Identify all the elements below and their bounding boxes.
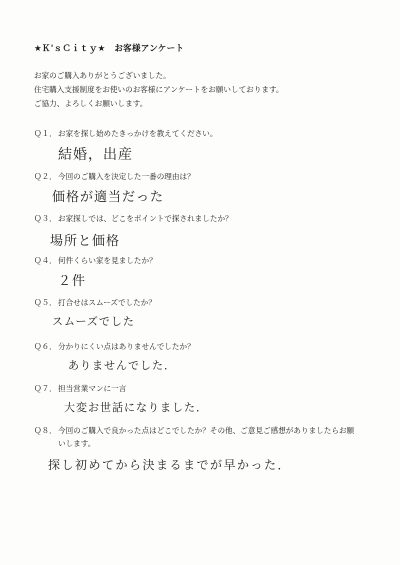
question-5-number: Ｑ５． <box>34 298 57 307</box>
question-3 <box>34 213 233 224</box>
question-1 <box>34 128 217 139</box>
question-8-text: 今回のご購入で良かった点はどこでしたか？その他、ご意見ご感想がありましたらお願 <box>58 426 355 435</box>
question-6 <box>34 341 195 352</box>
answer-4: ２件 <box>58 274 87 289</box>
question-6-text: 分かりにくい点はありませんでしたか？ <box>58 342 195 351</box>
question-7-text: 担当営業マンに一言 <box>58 384 127 393</box>
answer-8: 探し初めてから決まるまでが早かった． <box>48 458 292 472</box>
answer-1: 結婚，出産 <box>58 147 133 163</box>
question-3-number: Ｑ３． <box>34 214 57 223</box>
survey-title: ★Ｋ'ｓＣｉｔｙ★ お客様アンケート <box>34 44 185 54</box>
question-4-text: 何件くらい家を見ましたか？ <box>58 256 157 265</box>
question-3-text: お家探しでは、どこをポイントで探されましたか？ <box>58 214 233 223</box>
question-8 <box>34 425 354 436</box>
intro-line-3: ご協力、よろしくお願いします。 <box>34 99 148 108</box>
answer-2: 価格が適当だった <box>52 190 165 205</box>
question-6-number: Ｑ６． <box>34 342 57 351</box>
answer-5: スムーズでした <box>52 315 135 328</box>
question-1-number: Ｑ１． <box>34 129 57 138</box>
question-8-text-continued: いします。 <box>58 439 96 448</box>
question-7 <box>34 383 126 394</box>
question-4-number: Ｑ４． <box>34 256 57 265</box>
answer-7: 大変お世話になりました． <box>64 401 208 414</box>
answer-3: 場所と価格 <box>50 234 121 249</box>
question-2 <box>34 171 195 182</box>
question-5-text: 打合せはスムーズでしたか？ <box>58 298 156 307</box>
intro-line-2: 住宅購入支援制度をお使いのお客様にアンケートをお願いしております。 <box>34 85 284 94</box>
question-4 <box>34 255 157 266</box>
question-5 <box>34 297 156 308</box>
question-8-number: Ｑ８． <box>34 426 57 435</box>
question-2-text: 今回のご購入を決定した一番の理由は？ <box>58 172 195 181</box>
answer-6: ありませんでした． <box>68 359 176 372</box>
question-2-number: Ｑ２． <box>34 172 57 181</box>
question-1-text: お家を探し始めたきっかけを教えてください。 <box>58 129 218 138</box>
question-7-number: Ｑ７． <box>34 384 57 393</box>
intro-line-1: お家のご購入ありがとうございました。 <box>34 71 171 80</box>
